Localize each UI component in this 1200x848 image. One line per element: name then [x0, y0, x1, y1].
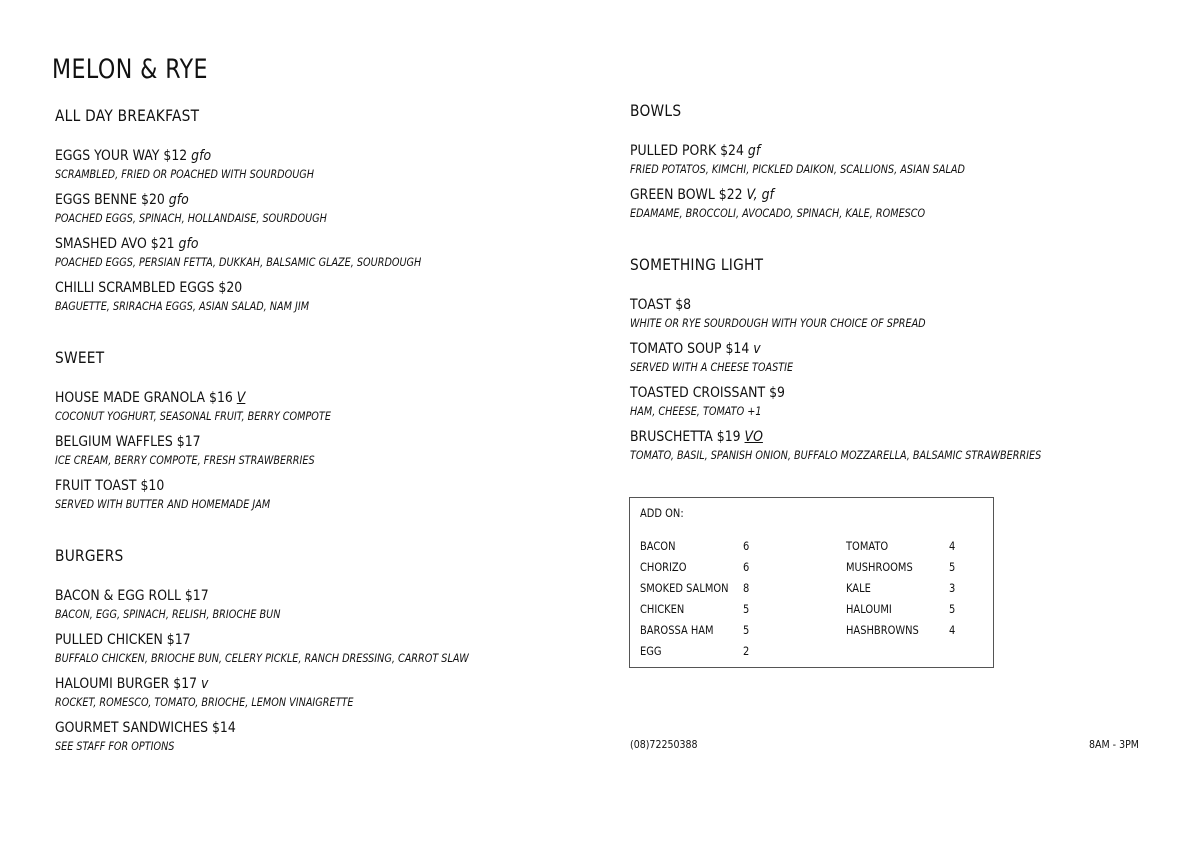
section-heading: ALL DAY BREAKFAST	[55, 106, 200, 125]
item-description: BUFFALO CHICKEN, BRIOCHE BUN, CELERY PICKLE, RANCH DRESSING, CARROT SLAW	[55, 651, 469, 665]
item-name-text: PULLED CHICKEN $17	[55, 632, 191, 648]
dietary-tag: VO	[744, 429, 763, 445]
add-on-item-name: BAROSSA HAM	[640, 623, 714, 637]
item-description: BACON, EGG, SPINACH, RELISH, BRIOCHE BUN	[55, 607, 281, 621]
add-on-item-price: 5	[743, 623, 750, 637]
dietary-tag: gfo	[191, 148, 212, 164]
item-name-text: HOUSE MADE GRANOLA $16	[55, 390, 233, 406]
add-on-item-price: 6	[743, 539, 750, 553]
item-name-text: TOASTED CROISSANT $9	[630, 385, 785, 401]
item-name	[55, 434, 519, 452]
item-name	[55, 390, 519, 408]
dietary-tag: gfo	[168, 192, 189, 208]
add-on-item-price: 5	[949, 602, 956, 616]
section-heading: BOWLS	[630, 101, 682, 120]
add-on-item-price: 4	[949, 539, 956, 553]
item-name	[630, 143, 1094, 161]
menu-item	[55, 192, 595, 227]
menu-item	[630, 385, 1170, 420]
add-on-item-price: 3	[949, 581, 956, 595]
item-name	[55, 588, 519, 606]
item-description: ICE CREAM, BERRY COMPOTE, FRESH STRAWBERRIES	[55, 453, 315, 467]
menu-item	[55, 236, 595, 271]
add-on-title: ADD ON:	[640, 506, 684, 520]
item-name-text: PULLED PORK $24	[630, 143, 744, 159]
item-name	[630, 385, 1094, 403]
add-on-item-name: HASHBROWNS	[846, 623, 919, 637]
add-on-item-price: 4	[949, 623, 956, 637]
menu-item	[630, 429, 1170, 464]
item-description: SEE STAFF FOR OPTIONS	[55, 739, 175, 753]
item-description: TOMATO, BASIL, SPANISH ONION, BUFFALO MOZZARELLA, BALSAMIC STRAWBERRIES	[630, 448, 1042, 462]
add-on-item-price: 6	[743, 560, 750, 574]
add-on-item-name: HALOUMI	[846, 602, 892, 616]
item-name	[55, 676, 519, 694]
dietary-tag: V	[236, 390, 246, 406]
menu-item	[630, 341, 1170, 376]
menu-item	[55, 390, 595, 425]
opening-hours: 8AM - 3PM	[1089, 738, 1139, 751]
dietary-tag: gfo	[178, 236, 199, 252]
add-on-item-name: KALE	[846, 581, 871, 595]
item-name-text: BACON & EGG ROLL $17	[55, 588, 209, 604]
restaurant-title: MELON & RYE	[52, 54, 208, 85]
item-name	[55, 632, 519, 650]
add-on-item-name: EGG	[640, 644, 662, 658]
menu-item	[630, 297, 1170, 332]
section-heading: SOMETHING LIGHT	[630, 255, 764, 274]
dietary-tag: v	[753, 341, 761, 357]
item-description: HAM, CHEESE, TOMATO +1	[630, 404, 762, 418]
menu-item	[630, 187, 1170, 222]
item-name-text: GOURMET SANDWICHES $14	[55, 720, 236, 736]
menu-section	[630, 101, 1170, 222]
menu-section	[55, 348, 595, 513]
item-name	[630, 429, 1094, 447]
item-name-text: BELGIUM WAFFLES $17	[55, 434, 201, 450]
menu-section	[55, 106, 595, 315]
item-name-text: GREEN BOWL $22	[630, 187, 743, 203]
menu-section	[55, 546, 595, 755]
dietary-tag: gf	[747, 143, 761, 159]
add-on-item-name: BACON	[640, 539, 676, 553]
item-name-text: BRUSCHETTA $19	[630, 429, 741, 445]
section-heading: BURGERS	[55, 546, 124, 565]
right-column	[630, 101, 1170, 464]
menu-item	[55, 478, 595, 513]
item-name	[55, 478, 519, 496]
item-name-text: TOMATO SOUP $14	[630, 341, 750, 357]
item-name-text: TOAST $8	[630, 297, 692, 313]
item-description: POACHED EGGS, SPINACH, HOLLANDAISE, SOURDOUGH	[55, 211, 327, 225]
add-on-item-name: MUSHROOMS	[846, 560, 913, 574]
item-description: SERVED WITH A CHEESE TOASTIE	[630, 360, 794, 374]
item-name	[55, 192, 519, 210]
item-name	[630, 341, 1094, 359]
add-on-item-price: 5	[949, 560, 956, 574]
item-name	[630, 297, 1094, 315]
item-name-text: FRUIT TOAST $10	[55, 478, 165, 494]
item-description: FRIED POTATOS, KIMCHI, PICKLED DAIKON, SCALLIONS, ASIAN SALAD	[630, 162, 965, 176]
menu-item	[55, 632, 595, 667]
section-heading: SWEET	[55, 348, 105, 367]
item-description: POACHED EGGS, PERSIAN FETTA, DUKKAH, BALSAMIC GLAZE, SOURDOUGH	[55, 255, 422, 269]
item-name-text: HALOUMI BURGER $17	[55, 676, 198, 692]
menu-section	[630, 255, 1170, 464]
add-on-item-price: 5	[743, 602, 750, 616]
item-name-text: EGGS BENNE $20	[55, 192, 165, 208]
add-on-box	[629, 497, 994, 668]
dietary-tag: v	[201, 676, 209, 692]
left-column	[55, 106, 595, 755]
menu-item	[630, 143, 1170, 178]
item-name	[630, 187, 1094, 205]
item-name-text: SMASHED AVO $21	[55, 236, 175, 252]
item-description: SCRAMBLED, FRIED OR POACHED WITH SOURDOUGH	[55, 167, 315, 181]
item-description: BAGUETTE, SRIRACHA EGGS, ASIAN SALAD, NAM JIM	[55, 299, 310, 313]
add-on-item-name: CHORIZO	[640, 560, 687, 574]
add-on-item-name: SMOKED SALMON	[640, 581, 729, 595]
item-name	[55, 148, 519, 166]
menu-item	[55, 148, 595, 183]
menu-item	[55, 280, 595, 315]
dietary-tag: V, gf	[746, 187, 774, 203]
add-on-item-price: 8	[743, 581, 750, 595]
item-description: ROCKET, ROMESCO, TOMATO, BRIOCHE, LEMON VINAIGRETTE	[55, 695, 354, 709]
item-name	[55, 236, 519, 254]
item-description: EDAMAME, BROCCOLI, AVOCADO, SPINACH, KALE, ROMESCO	[630, 206, 926, 220]
item-name-text: CHILLI SCRAMBLED EGGS $20	[55, 280, 243, 296]
item-description: SERVED WITH BUTTER AND HOMEMADE JAM	[55, 497, 271, 511]
add-on-item-price: 2	[743, 644, 750, 658]
add-on-item-name: TOMATO	[846, 539, 889, 553]
phone-number: (08)72250388	[630, 738, 698, 751]
item-name-text: EGGS YOUR WAY $12	[55, 148, 188, 164]
menu-item	[55, 676, 595, 711]
item-name	[55, 720, 519, 738]
menu-item	[55, 720, 595, 755]
item-description: COCONUT YOGHURT, SEASONAL FRUIT, BERRY COMPOTE	[55, 409, 331, 423]
menu-item	[55, 434, 595, 469]
menu-item	[55, 588, 595, 623]
add-on-item-name: CHICKEN	[640, 602, 685, 616]
item-description: WHITE OR RYE SOURDOUGH WITH YOUR CHOICE OF SPREAD	[630, 316, 926, 330]
item-name	[55, 280, 519, 298]
